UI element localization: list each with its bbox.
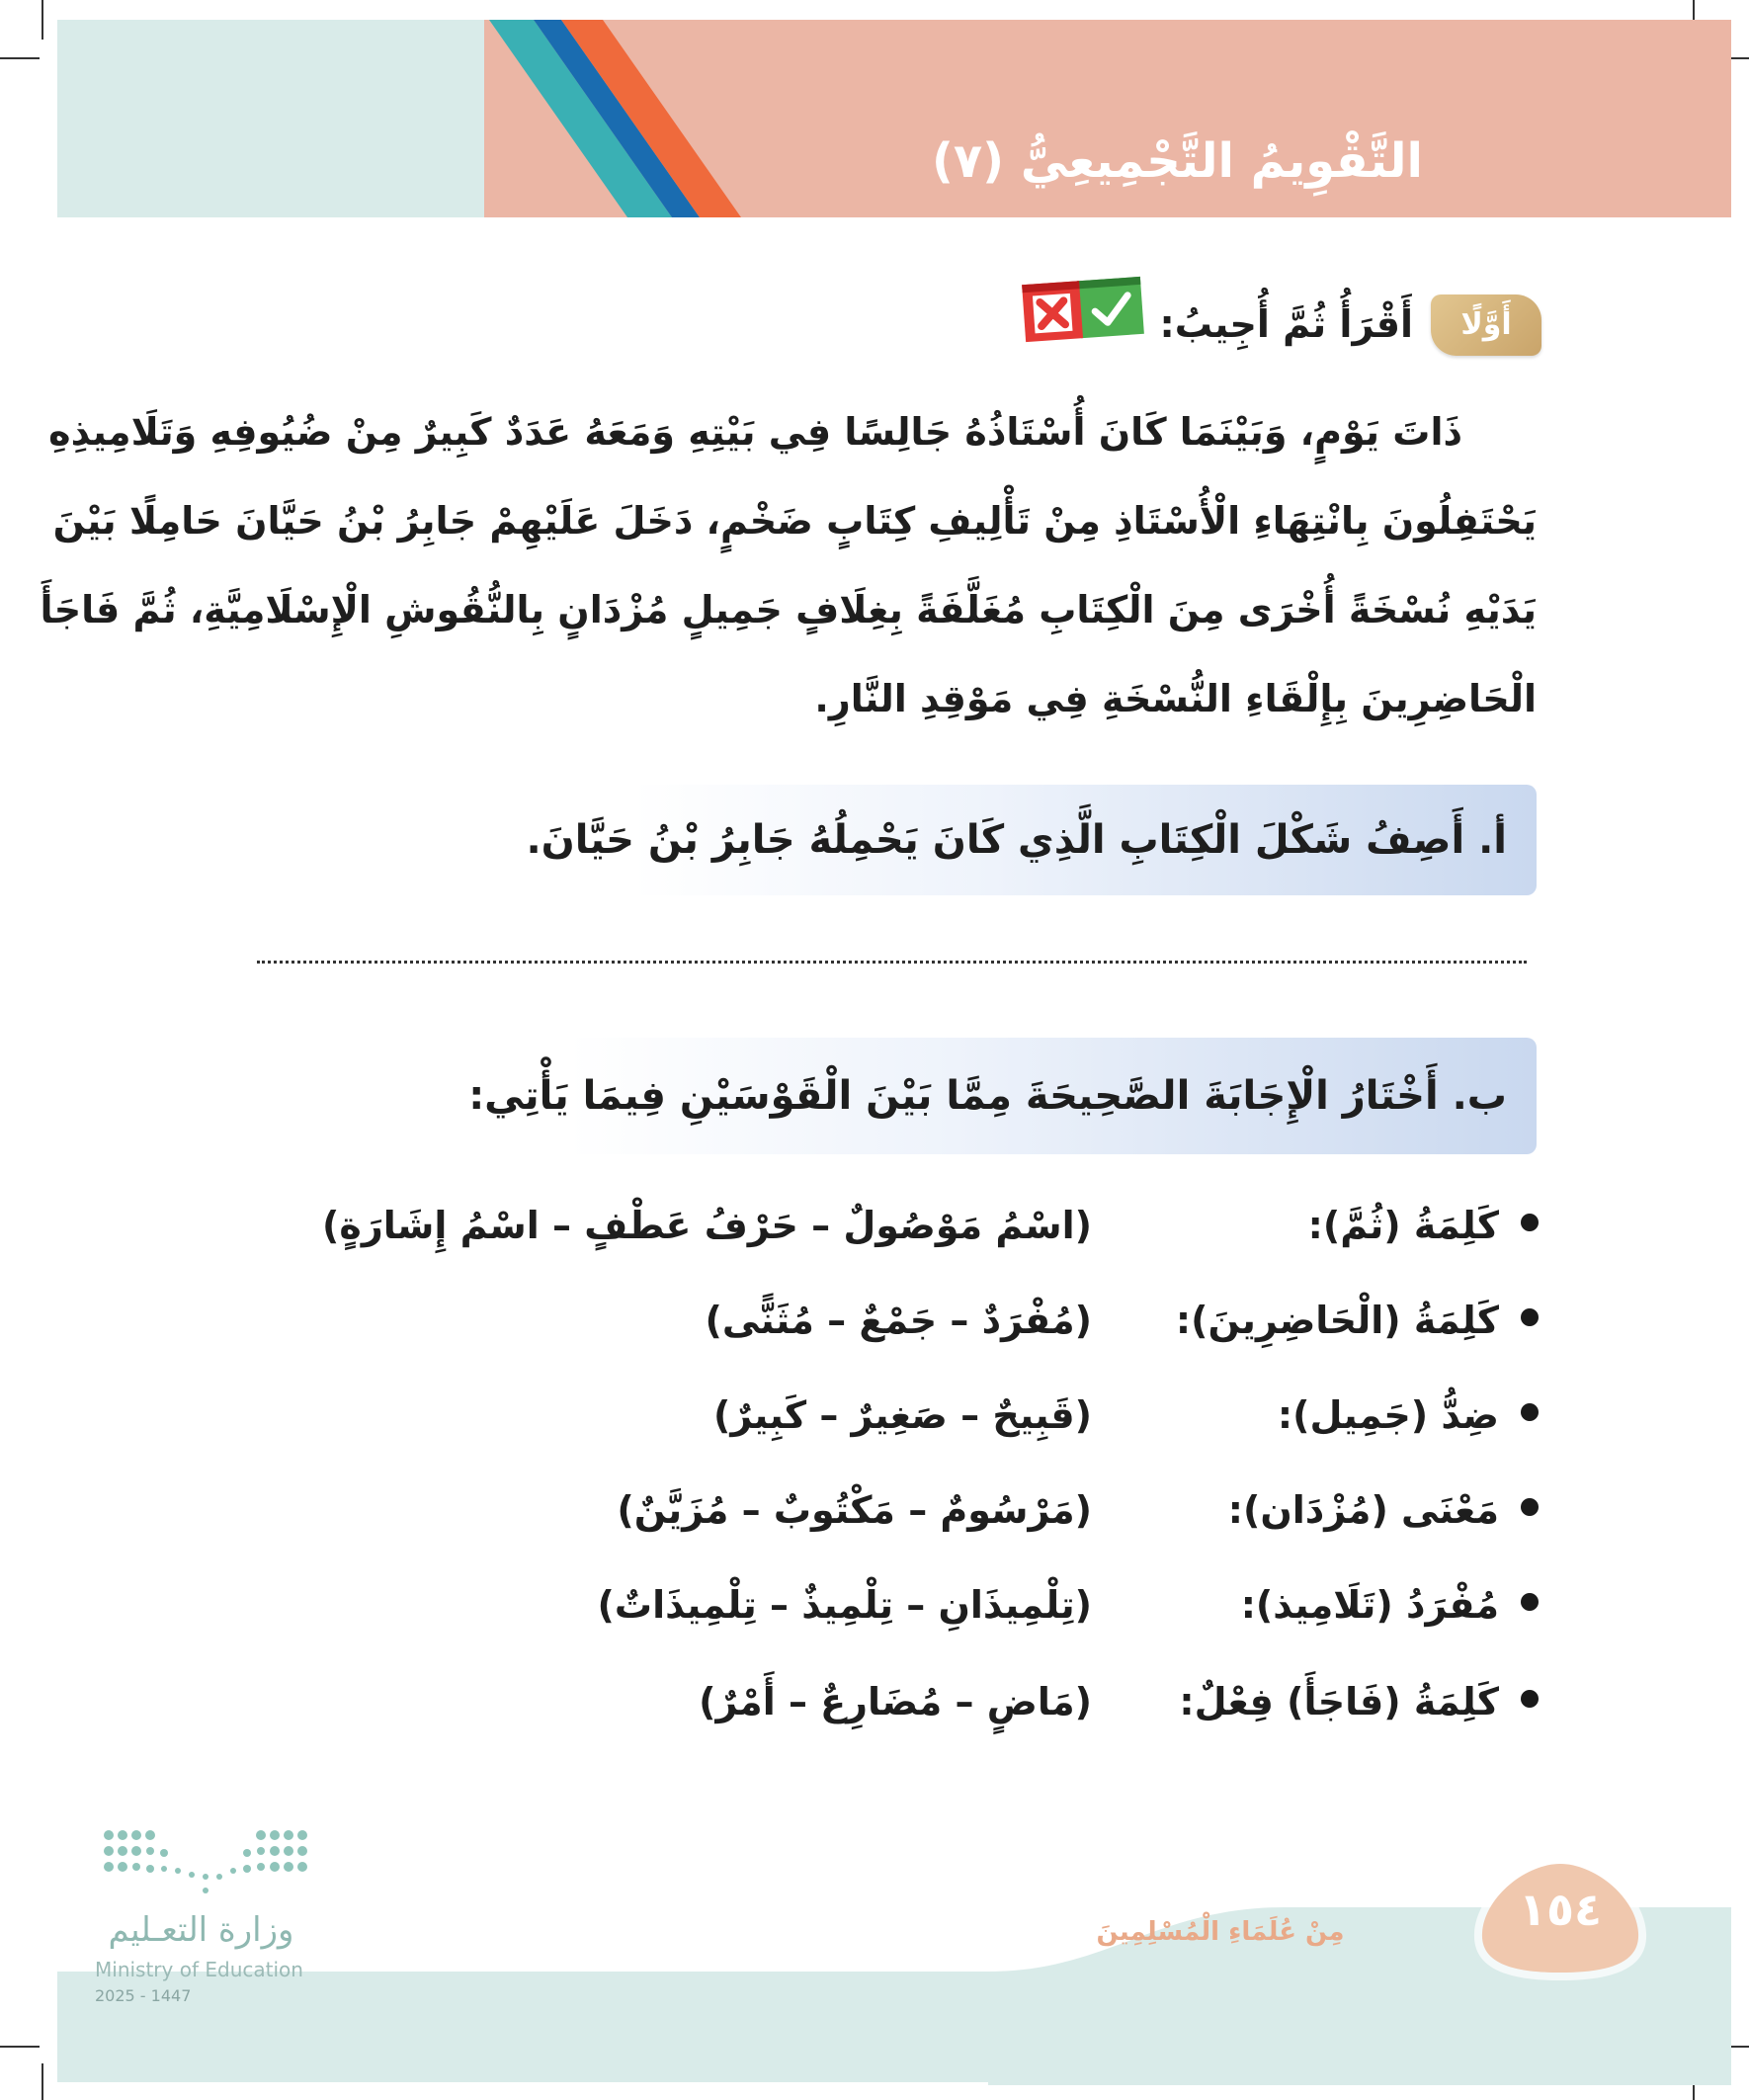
choice-item [395,1470,1546,1550]
page-number: ١٥٤ [1518,1883,1603,1936]
choice-options[interactable]: (مَرْسُومٌ – مَكْتُوبٌ – مُزَيَّنٌ) [617,1488,1092,1532]
passage-line: يَدَيْهِ نُسْخَةً أُخْرَى مِنَ الْكِتَابِ مُغَلَّفَةً بِغِلَافٍ جَمِيلٍ مُزْدَانٍ بِالنُّقُوشِ الْإِسْلَامِيَّةِ، ثُمَّ فَاجَأَ [40,588,1537,631]
check-cross-icon [1018,273,1148,346]
choice-term: مَعْنَى (مُزْدَان): [1227,1488,1499,1532]
question-b: ب. أَخْتَارُ الْإِجَابَةَ الصَّحِيحَةَ مِمَّا بَيْنَ الْقَوْسَيْنِ فِيمَا يَأْتِي: [568,1038,1537,1154]
bullet-icon [1521,1690,1539,1708]
choice-term: كَلِمَةُ (ثُمَّ): [1307,1204,1499,1247]
choice-options[interactable]: (قَبِيحٌ – صَغِيرٌ – كَبِيرٌ) [712,1393,1092,1437]
series-title: مِنْ عُلَمَاءِ الْمُسْلِمِينَ [1096,1917,1345,1947]
header-stripes [474,20,791,217]
choice-item [395,1662,1546,1741]
bullet-icon [1521,1593,1539,1611]
choice-term: كَلِمَةُ (فَاجَأَ) فِعْلٌ: [1179,1680,1499,1723]
bullet-icon [1521,1214,1539,1231]
passage-line: يَحْتَفِلُونَ بِانْتِهَاءِ الْأُسْتَاذِ مِنْ تَأْلِيفِ كِتَابٍ ضَخْمٍ، دَخَلَ عَلَيْهِمْ جَابِرُ بْنُ حَيَّانَ حَامِلًا بَيْنَ [52,499,1537,543]
crop-mark [42,2063,43,2100]
edition-year: 2025 - 1447 [95,1986,192,2005]
bullet-icon [1521,1498,1539,1516]
ministry-name-english: Ministry of Education [95,1958,303,1981]
passage-line: الْحَاضِرِينَ بِإِلْقَاءِ النُّسْخَةِ فِي مَوْقِدِ النَّارِ. [814,677,1537,720]
choice-options[interactable]: (تِلْمِيذَانِ – تِلْمِيذٌ – تِلْمِيذَاتٌ) [597,1583,1092,1627]
choice-item [322,1186,1546,1265]
crop-mark [0,57,40,59]
choice-item [395,1281,1546,1360]
bullet-icon [1521,1308,1539,1326]
ministry-name-arabic: وزارة التعـليم [108,1910,294,1950]
choice-options[interactable]: (اسْمُ مَوْصُولٌ – حَرْفُ عَطْفٍ – اسْمُ إِشَارَةٍ) [322,1204,1092,1247]
bullet-icon [1521,1403,1539,1421]
choice-options[interactable]: (مُفْرَدٌ – جَمْعٌ – مُثَنًّى) [705,1299,1092,1342]
crop-mark [0,2046,40,2048]
choice-item [395,1565,1546,1644]
question-a: أ. أَصِفُ شَكْلَ الْكِتَابِ الَّذِي كَانَ يَحْمِلُهُ جَابِرُ بْنُ حَيَّانَ. [632,785,1537,895]
passage-line: ذَاتَ يَوْمٍ، وَبَيْنَمَا كَانَ أُسْتَاذُهُ جَالِسًا فِي بَيْتِهِ وَمَعَهُ عَدَدٌ كَبِيرٌ مِنْ ضُيُوفِهِ وَتَلَامِيذِهِ [48,410,1462,454]
choice-term: مُفْرَدُ (تَلَامِيذ): [1240,1583,1499,1627]
choice-options[interactable]: (مَاضٍ – مُضَارِعٌ – أَمْرٌ) [699,1680,1092,1723]
choice-term: ضِدُّ (جَمِيل): [1277,1393,1499,1437]
section-badge: أَوَّلًا [1431,294,1541,356]
ministry-logo-icon [95,1823,312,1902]
answer-line[interactable] [257,961,1527,964]
crop-mark [42,0,43,40]
section-heading: أَقْرَأُ ثُمَّ أُجِيبُ: [1159,302,1413,346]
choice-item [395,1376,1546,1455]
page-title: التَّقْوِيمُ التَّجْمِيعِيُّ (٧) [931,133,1423,189]
choice-term: كَلِمَةُ (الْحَاضِرِينَ): [1175,1299,1499,1342]
reading-passage [40,387,1537,743]
